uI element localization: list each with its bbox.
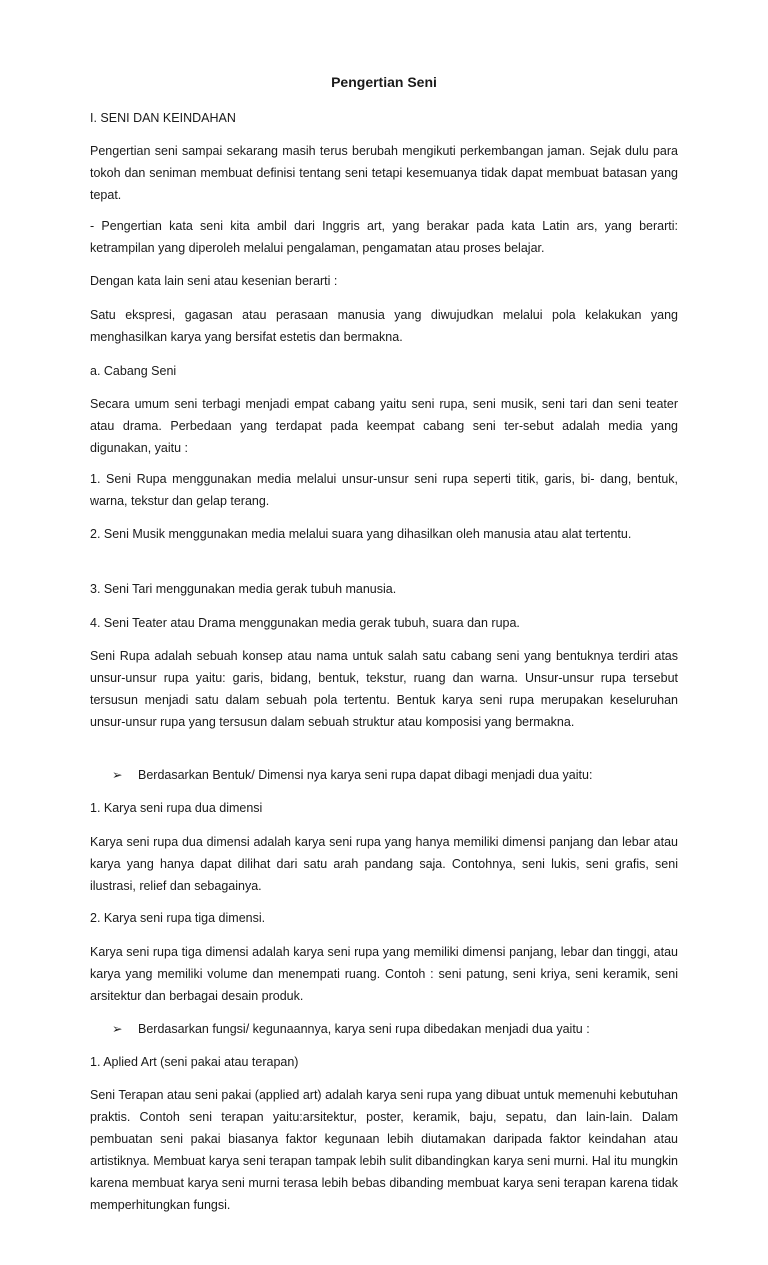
list-item: 2. Seni Musik menggunakan media melalui suara yang dihasilkan oleh manusia atau alat tertentu.: [90, 527, 632, 541]
list-item: 3. Seni Tari menggunakan media gerak tubuh manusia.: [90, 582, 397, 596]
section-heading: I. SENI DAN KEINDAHAN: [90, 111, 236, 125]
bullet-text: Berdasarkan Bentuk/ Dimensi nya karya seni rupa dapat dibagi menjadi dua yaitu:: [138, 768, 593, 782]
bullet-item: [112, 764, 678, 786]
paragraph: Seni Terapan atau seni pakai (applied art) adalah karya seni rupa yang dibuat untuk memenuhi kebutuhan praktis. Contoh seni terapan yaitu:arsitektur, poster, keramik, baju, sepatu, dan lain-lain. Dalam pembuatan seni pakai biasanya faktor kegunaan lebih diutamakan daripada faktor keindahan atau artistiknya. Membuat karya seni terapan tampak lebih sulit dibandingkan karya seni murni. Hal itu mungkin karena membuat karya seni murni terasa lebih bebas dibanding membuat karya seni terapan karena tidak memperhitungkan fungsi.: [90, 1088, 678, 1212]
arrow-bullet-icon: ➢: [112, 768, 123, 782]
list-item: 1. Karya seni rupa dua dimensi: [90, 801, 263, 815]
arrow-bullet-icon: ➢: [112, 1022, 123, 1036]
paragraph: Seni Rupa adalah sebuah konsep atau nama untuk salah satu cabang seni yang bentuknya terdiri atas unsur-unsur rupa yaitu: garis, bidang, bentuk, tekstur, ruang dan warna. Unsur-unsur rupa tersebut tersusun menjadi satu dalam sebuah pola tertentu. Bentuk karya seni rupa merupakan keseluruhan unsur-unsur rupa yang tersusun dalam sebuah struktur atau komposisi yang bermakna.: [90, 649, 678, 729]
paragraph: Secara umum seni terbagi menjadi empat cabang yaitu seni rupa, seni musik, seni tari dan seni teater atau drama. Perbedaan yang terdapat pada keempat cabang seni ter-sebut adalah media yang digunakan, yaitu :: [90, 397, 678, 455]
list-item: 1. Seni Rupa menggunakan media melalui unsur-unsur seni rupa seperti titik, garis, bi- dang, bentuk, warna, tekstur dan gelap terang.: [90, 472, 678, 508]
paragraph: Pengertian seni sampai sekarang masih terus berubah mengikuti perkembangan jaman. Sejak dulu para tokoh dan seniman membuat definisi tentang seni tetapi kesemuanya tidak dapat membuat batasan yang tepat.: [90, 144, 678, 202]
bullet-text: Berdasarkan fungsi/ kegunaannya, karya seni rupa dibedakan menjadi dua yaitu :: [138, 1022, 590, 1036]
paragraph: Satu ekspresi, gagasan atau perasaan manusia yang diwujudkan melalui pola kelakukan yang menghasilkan karya yang bersifat estetis dan bermakna.: [90, 308, 678, 344]
paragraph: Karya seni rupa tiga dimensi adalah karya seni rupa yang memiliki dimensi panjang, lebar dan tinggi, atau karya yang memiliki volume dan menempati ruang. Contoh : seni patung, seni kriya, seni keramik, seni arsitektur dan berbagai desain produk.: [90, 945, 678, 1003]
subsection-heading: a. Cabang Seni: [90, 364, 177, 378]
list-item: 2. Karya seni rupa tiga dimensi.: [90, 911, 266, 925]
paragraph: Karya seni rupa dua dimensi adalah karya seni rupa yang hanya memiliki dimensi panjang dan lebar atau karya yang hanya dapat dilihat dari satu arah pandang saja. Contohnya, seni lukis, seni grafis, seni ilustrasi, relief dan sebagainya.: [90, 835, 678, 893]
paragraph: - Pengertian kata seni kita ambil dari Inggris art, yang berakar pada kata Latin ars, yang berarti: ketrampilan yang diperoleh melalui pengalaman, pengamatan atau proses belajar.: [90, 219, 678, 255]
list-item: 1. Aplied Art (seni pakai atau terapan): [90, 1055, 299, 1069]
bullet-item: [112, 1018, 678, 1040]
paragraph: Dengan kata lain seni atau kesenian berarti :: [90, 274, 338, 288]
list-item: 4. Seni Teater atau Drama menggunakan media gerak tubuh, suara dan rupa.: [90, 616, 520, 630]
page-title: Pengertian Seni: [331, 74, 437, 90]
